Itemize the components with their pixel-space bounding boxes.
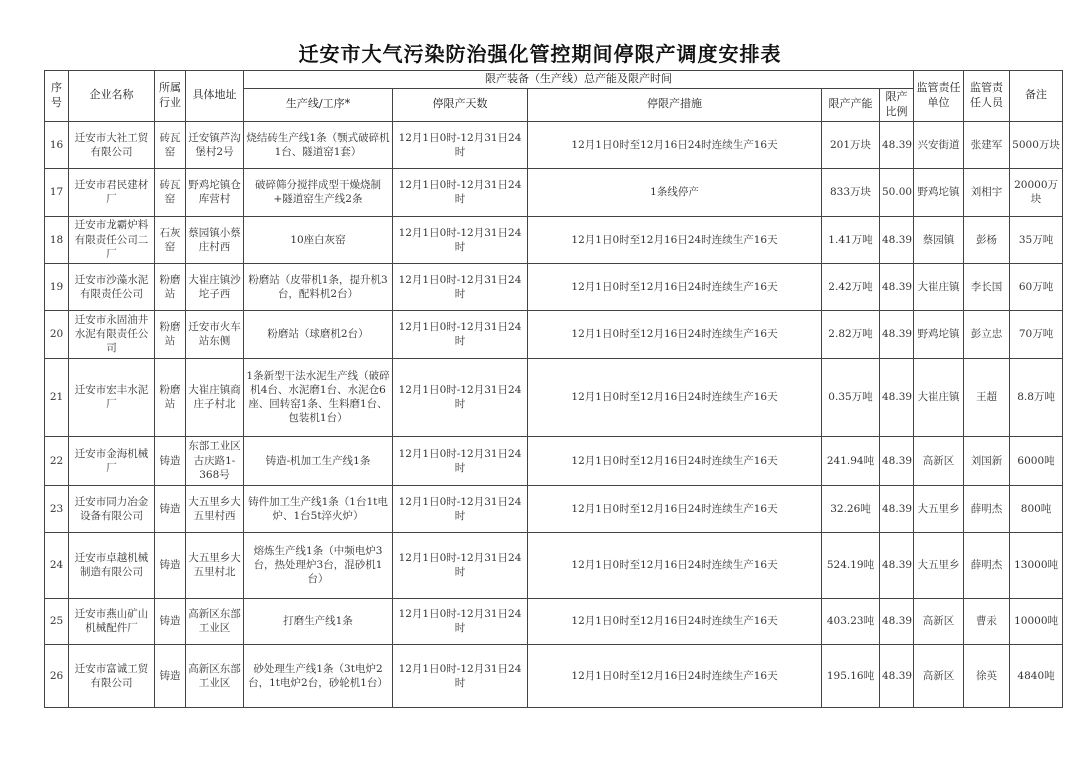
cell-person: 王超 [964,358,1010,436]
table-row [45,485,1063,532]
cell-capacity: 403.23吨 [822,598,880,644]
cell-industry: 粉磨站 [155,358,186,436]
cell-unit: 大崔庄镇 [914,263,964,310]
header-unit: 监管责任单位 [914,71,964,122]
cell-ratio: 48.39 [880,598,914,644]
cell-remark: 800吨 [1010,485,1063,532]
cell-capacity: 195.16吨 [822,644,880,707]
cell-days: 12月1日0时-12月31日24时 [393,216,528,263]
cell-unit: 大崔庄镇 [914,358,964,436]
cell-seq: 26 [45,644,69,707]
cell-address: 迁安市火车站东侧 [186,310,244,358]
cell-company: 迁安市沙藻水泥有限责任公司 [69,263,155,310]
table-row [45,121,1063,168]
cell-seq: 23 [45,485,69,532]
cell-company: 迁安市同力冶金设备有限公司 [69,485,155,532]
cell-company: 迁安市富诚工贸有限公司 [69,644,155,707]
header-group: 限产装备（生产线）总产能及限产时间 [244,71,914,89]
cell-capacity: 201万块 [822,121,880,168]
header-address: 具体地址 [186,71,244,122]
cell-address: 大崔庄镇沙坨子西 [186,263,244,310]
cell-unit: 大五里乡 [914,532,964,598]
cell-ratio: 48.39 [880,121,914,168]
cell-measures: 12月1日0时至12月16日24时连续生产16天 [528,121,822,168]
table-row [45,644,1063,707]
cell-measures: 12月1日0时至12月16日24时连续生产16天 [528,532,822,598]
cell-ratio: 48.39 [880,310,914,358]
cell-unit: 野鸡坨镇 [914,168,964,216]
cell-remark: 13000吨 [1010,532,1063,598]
cell-seq: 24 [45,532,69,598]
cell-ratio: 48.39 [880,532,914,598]
cell-remark: 20000万块 [1010,168,1063,216]
cell-line: 铸造-机加工生产线1条 [244,436,393,485]
cell-measures: 12月1日0时至12月16日24时连续生产16天 [528,263,822,310]
cell-industry: 铸造 [155,436,186,485]
cell-remark: 70万吨 [1010,310,1063,358]
cell-industry: 铸造 [155,598,186,644]
cell-industry: 砖瓦窑 [155,168,186,216]
cell-line: 破碎筛分搅拌成型干燥烧制+隧道窑生产线2条 [244,168,393,216]
cell-line: 烧结砖生产线1条（颚式破碎机1台、隧道窑1套） [244,121,393,168]
cell-line: 1条新型干法水泥生产线（破碎机4台、水泥磨1台、水泥仓6座、回转窑1条、生料磨1台、包装机1台） [244,358,393,436]
cell-unit: 高新区 [914,644,964,707]
header-measures: 停限产措施 [528,89,822,122]
cell-company: 迁安市君民建材厂 [69,168,155,216]
cell-person: 曹汞 [964,598,1010,644]
header-company: 企业名称 [69,71,155,122]
cell-days: 12月1日0时-12月31日24时 [393,436,528,485]
cell-company: 迁安市金海机械厂 [69,436,155,485]
cell-measures: 12月1日0时至12月16日24时连续生产16天 [528,598,822,644]
cell-line: 粉磨站（球磨机2台） [244,310,393,358]
header-remark: 备注 [1010,71,1063,122]
cell-measures: 12月1日0时至12月16日24时连续生产16天 [528,310,822,358]
cell-ratio: 48.39 [880,263,914,310]
cell-days: 12月1日0时-12月31日24时 [393,358,528,436]
cell-days: 12月1日0时-12月31日24时 [393,263,528,310]
cell-line: 粉磨站（皮带机1条，提升机3台，配料机2台） [244,263,393,310]
header-seq: 序号 [45,71,69,122]
cell-person: 刘相宇 [964,168,1010,216]
cell-line: 熔炼生产线1条（中频电炉3台，热处理炉3台，混砂机1台） [244,532,393,598]
cell-unit: 高新区 [914,598,964,644]
cell-days: 12月1日0时-12月31日24时 [393,532,528,598]
cell-days: 12月1日0时-12月31日24时 [393,310,528,358]
header-line: 生产线/工序* [244,89,393,122]
cell-seq: 25 [45,598,69,644]
header-person: 监管责任人员 [964,71,1010,122]
cell-address: 迁安镇芦沟堡村2号 [186,121,244,168]
cell-capacity: 1.41万吨 [822,216,880,263]
cell-seq: 19 [45,263,69,310]
cell-measures: 12月1日0时至12月16日24时连续生产16天 [528,485,822,532]
cell-address: 高新区东部工业区 [186,598,244,644]
cell-person: 彭杨 [964,216,1010,263]
table-row [45,263,1063,310]
cell-industry: 铸造 [155,644,186,707]
cell-days: 12月1日0时-12月31日24时 [393,644,528,707]
cell-company: 迁安市龙霸炉料有限责任公司二厂 [69,216,155,263]
cell-industry: 铸造 [155,532,186,598]
cell-measures: 12月1日0时至12月16日24时连续生产16天 [528,644,822,707]
cell-person: 李长国 [964,263,1010,310]
document-title: 迁安市大气污染防治强化管控期间停限产调度安排表 [298,42,782,66]
cell-ratio: 48.39 [880,644,914,707]
cell-industry: 铸造 [155,485,186,532]
cell-days: 12月1日0时-12月31日24时 [393,121,528,168]
table-row [45,598,1063,644]
cell-unit: 野鸡坨镇 [914,310,964,358]
cell-capacity: 2.82万吨 [822,310,880,358]
cell-unit: 大五里乡 [914,485,964,532]
cell-line: 铸件加工生产线1条（1台1t电炉、1台5t淬火炉） [244,485,393,532]
cell-company: 迁安市宏丰水泥厂 [69,358,155,436]
cell-person: 薛明杰 [964,485,1010,532]
cell-ratio: 48.39 [880,216,914,263]
header-capacity: 限产产能 [822,89,880,122]
cell-remark: 8.8万吨 [1010,358,1063,436]
cell-industry: 粉磨站 [155,310,186,358]
cell-industry: 粉磨站 [155,263,186,310]
cell-seq: 16 [45,121,69,168]
cell-line: 打磨生产线1条 [244,598,393,644]
cell-measures: 12月1日0时至12月16日24时连续生产16天 [528,358,822,436]
cell-person: 薛明杰 [964,532,1010,598]
cell-person: 徐英 [964,644,1010,707]
cell-address: 东部工业区古庆路1-368号 [186,436,244,485]
cell-measures: 1条线停产 [528,168,822,216]
cell-capacity: 833万块 [822,168,880,216]
table-row [45,436,1063,485]
cell-address: 大五里乡大五里村西 [186,485,244,532]
table-row [45,216,1063,263]
header-days: 停限产天数 [393,89,528,122]
cell-capacity: 2.42万吨 [822,263,880,310]
cell-capacity: 32.26吨 [822,485,880,532]
cell-remark: 10000吨 [1010,598,1063,644]
cell-remark: 4840吨 [1010,644,1063,707]
cell-ratio: 50.00 [880,168,914,216]
cell-person: 张建军 [964,121,1010,168]
cell-ratio: 48.39 [880,358,914,436]
cell-measures: 12月1日0时至12月16日24时连续生产16天 [528,436,822,485]
cell-company: 迁安市卓越机械制造有限公司 [69,532,155,598]
cell-address: 大五里乡大五里村北 [186,532,244,598]
table-row [45,310,1063,358]
cell-days: 12月1日0时-12月31日24时 [393,168,528,216]
cell-person: 刘国新 [964,436,1010,485]
cell-ratio: 48.39 [880,436,914,485]
cell-address: 高新区东部工业区 [186,644,244,707]
cell-company: 迁安市大社工贸有限公司 [69,121,155,168]
header-ratio: 限产比例 [880,89,914,122]
schedule-table [44,70,1063,708]
cell-address: 野鸡坨镇仓库营村 [186,168,244,216]
cell-industry: 砖瓦窑 [155,121,186,168]
cell-ratio: 48.39 [880,485,914,532]
cell-seq: 22 [45,436,69,485]
cell-person: 彭立忠 [964,310,1010,358]
table-row [45,168,1063,216]
cell-seq: 17 [45,168,69,216]
cell-seq: 21 [45,358,69,436]
cell-capacity: 241.94吨 [822,436,880,485]
cell-line: 砂处理生产线1条（3t电炉2台，1t电炉2台，砂轮机1台） [244,644,393,707]
table-row [45,358,1063,436]
cell-days: 12月1日0时-12月31日24时 [393,485,528,532]
cell-company: 迁安市燕山矿山机械配件厂 [69,598,155,644]
cell-remark: 35万吨 [1010,216,1063,263]
cell-days: 12月1日0时-12月31日24时 [393,598,528,644]
cell-measures: 12月1日0时至12月16日24时连续生产16天 [528,216,822,263]
cell-capacity: 524.19吨 [822,532,880,598]
cell-line: 10座白灰窑 [244,216,393,263]
cell-address: 蔡园镇小蔡庄村西 [186,216,244,263]
cell-seq: 20 [45,310,69,358]
cell-company: 迁安市永固油井水泥有限责任公司 [69,310,155,358]
cell-unit: 兴安街道 [914,121,964,168]
cell-address: 大崔庄镇商庄子村北 [186,358,244,436]
cell-remark: 6000吨 [1010,436,1063,485]
cell-capacity: 0.35万吨 [822,358,880,436]
cell-industry: 石灰窑 [155,216,186,263]
cell-seq: 18 [45,216,69,263]
cell-remark: 60万吨 [1010,263,1063,310]
cell-remark: 5000万块 [1010,121,1063,168]
table-row [45,532,1063,598]
cell-unit: 蔡园镇 [914,216,964,263]
cell-unit: 高新区 [914,436,964,485]
header-industry: 所属行业 [155,71,186,122]
